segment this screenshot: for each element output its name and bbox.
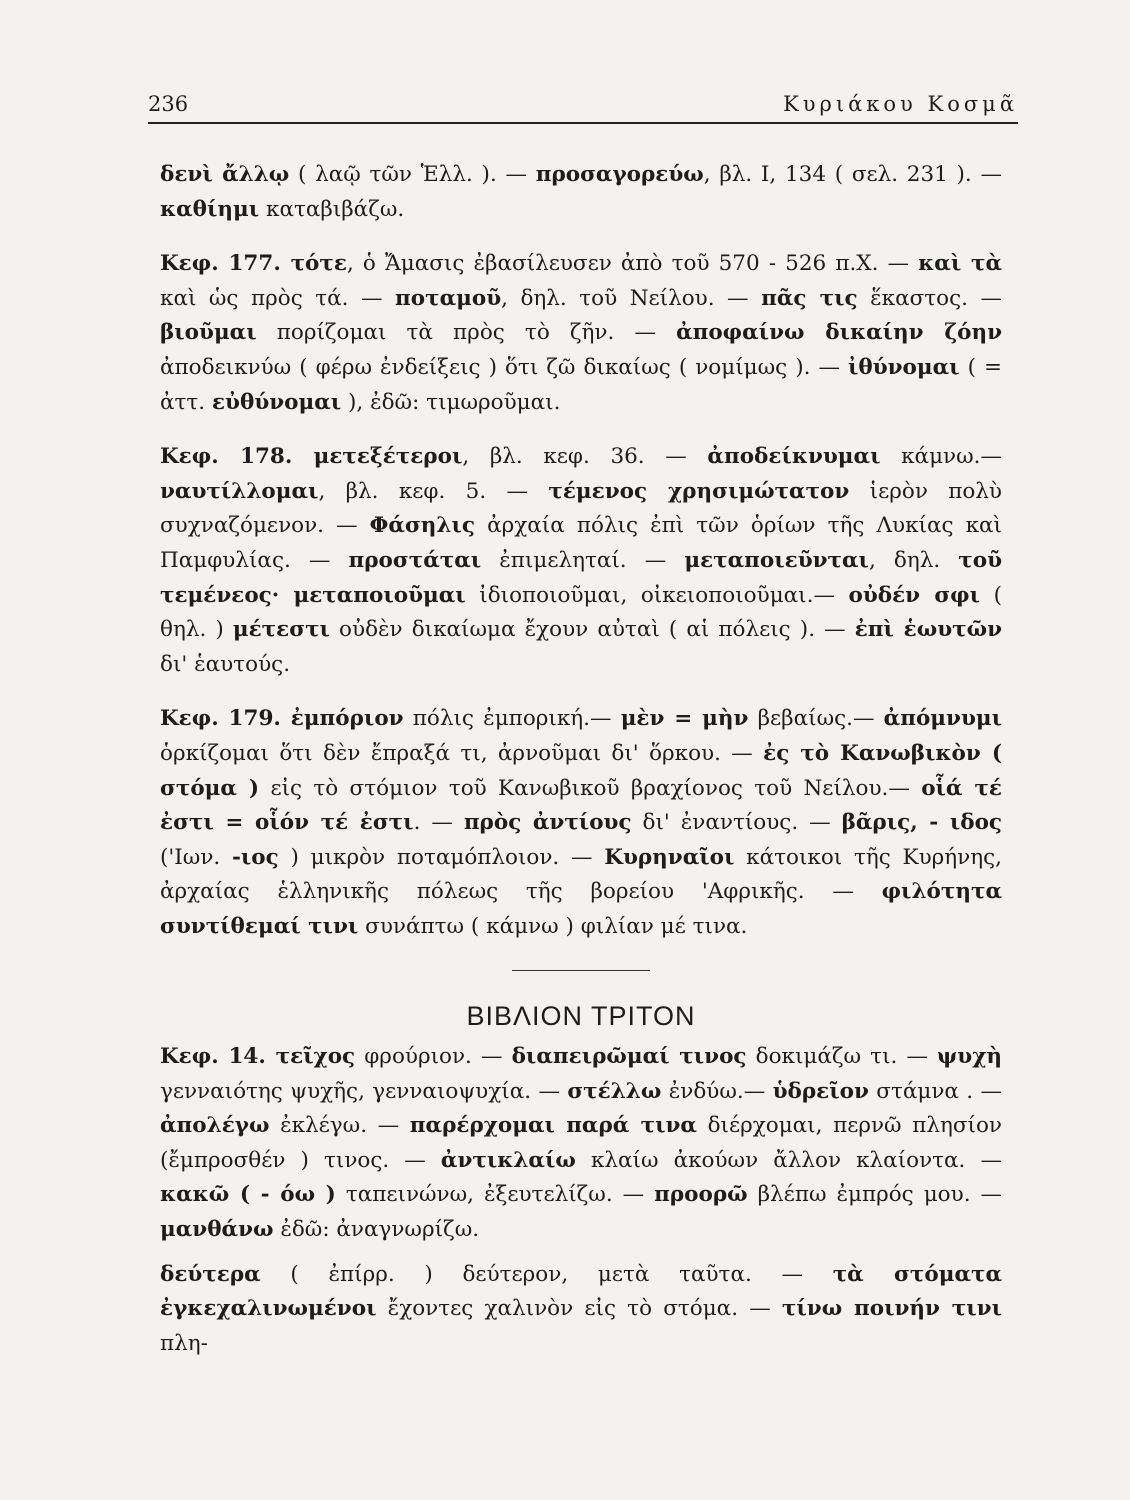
- gloss-text: καταβιβάζω.: [259, 196, 405, 222]
- headword: πρὸς ἀντίους: [463, 810, 632, 836]
- gloss-text: ἐκλέγω. —: [269, 1113, 410, 1139]
- gloss-text: δι' ἐναντίους. —: [631, 810, 842, 836]
- gloss-text: ('Ιων.: [160, 844, 232, 870]
- headword: Κεφ. 14. τεῖχος: [160, 1044, 356, 1070]
- headword: ἰθύνομαι: [847, 354, 960, 380]
- gloss-text: ἀποδεικνύω ( φέρω ἐνδείξεις ) ὅτι ζῶ δικαίως ( νομίμως ). —: [160, 354, 848, 380]
- book-heading: ΒΙΒΛΙΟΝ ΤΡΙΤΟΝ: [466, 1001, 696, 1032]
- headword: προορῶ: [654, 1182, 748, 1208]
- headword: Φάσηλις: [369, 513, 475, 539]
- entry-paragraph: [160, 1258, 1002, 1362]
- headword: ἀποδείκνυμαι: [707, 444, 881, 470]
- entry-paragraph: [160, 702, 1002, 944]
- headword: ἐς τὸ Κανωβικὸν ( στόμα ): [160, 740, 1002, 801]
- gloss-text: ἰδιοποιοῦμαι, οἰκειοποιοῦμαι.—: [465, 582, 849, 608]
- gloss-text: ἱερὸν πολὺ συχναζόμενον. —: [160, 478, 1003, 539]
- headword: ἐπὶ ἑωυτῶν: [854, 617, 1002, 643]
- page-body: [160, 158, 1002, 1361]
- page-number: 236: [148, 92, 189, 116]
- gloss-text: στάμνα . —: [868, 1078, 1003, 1104]
- headword: ἀπολέγω: [160, 1113, 270, 1139]
- gloss-text: κάτοικοι τῆς Κυρήνης, ἀρχαίας ἑλληνικῆς πόλεως τῆς βορείου 'Αφρικῆς. —: [160, 844, 1003, 905]
- headword: προσαγορεύω: [535, 162, 704, 187]
- headword: διαπειρῶμαί τινος: [511, 1044, 747, 1070]
- gloss-text: , ὁ Ἄμασις ἐβασίλευσεν ἀπὸ τοῦ 570 - 526 π.Χ. —: [346, 251, 919, 277]
- gloss-text: ἕκαστος. —: [857, 285, 1002, 311]
- headword: εὐθύνομαι: [211, 389, 342, 415]
- gloss-text: δοκιμάζω τι. —: [746, 1044, 938, 1070]
- gloss-text: πορίζομαι τὰ πρὸς τὸ ζῆν. —: [256, 320, 677, 346]
- headword: πᾶς τις: [761, 285, 858, 311]
- headword: κακῶ ( - όω ): [160, 1182, 336, 1208]
- headword: Κεφ. 179. ἐμπόριον: [160, 706, 404, 732]
- gloss-text: ὁρκίζομαι ὅτι δὲν ἔπραξά τι, ἀρνοῦμαι δι' ὅρκου. —: [160, 740, 764, 766]
- header-rule: [148, 122, 1018, 124]
- headword: ἀπόμνυμι: [883, 706, 1003, 732]
- gloss-text: , βλ. Ι, 134 ( σελ. 231 ). —: [703, 162, 1002, 187]
- gloss-text: , δηλ.: [868, 547, 959, 573]
- headword: ὑδρεῖον: [772, 1078, 869, 1104]
- headword: καθίημι: [160, 196, 260, 222]
- headword: δεύτερα: [160, 1261, 261, 1287]
- gloss-text: διέρχομαι, περνῶ πλησίον (ἔμπροσθέν ) τινος. —: [160, 1113, 1002, 1173]
- gloss-text: , δηλ. τοῦ Νείλου. —: [501, 285, 762, 311]
- headword: ἀντικλαίω: [440, 1147, 576, 1173]
- gloss-text: βεβαίως.—: [748, 706, 884, 732]
- headword: ἀποφαίνω δικαίην ζόην: [676, 320, 1002, 346]
- gloss-text: καὶ ὡς πρὸς τά. —: [160, 285, 396, 311]
- running-title: Κυριάκου Κοσμᾶ: [783, 92, 1018, 116]
- headword: Κεφ. 178. μετεξέτεροι: [160, 444, 463, 470]
- page-header: [148, 92, 1018, 132]
- gloss-text: ( λαῷ τῶν Ἑλλ. ). —: [289, 162, 536, 187]
- headword: τοῦ τεμένεος· μεταποιοῦμαι: [160, 547, 1002, 608]
- gloss-text: ἐδῶ: ἀναγνωρίζω.: [273, 1217, 480, 1243]
- gloss-text: , βλ. κεφ. 36. —: [462, 444, 708, 470]
- gloss-text: ( = ἀττ.: [160, 354, 1002, 415]
- entry-paragraph: [160, 158, 1002, 227]
- headword: μὲν = μὴν: [620, 706, 749, 732]
- gloss-text: δι' ἑαυτούς.: [160, 651, 291, 677]
- headword: μανθάνω: [160, 1217, 274, 1243]
- gloss-text: . —: [413, 810, 464, 836]
- gloss-text: φρούριον. —: [355, 1044, 512, 1070]
- gloss-text: εἰς τὸ στόμιον τοῦ Κανωβικοῦ βραχίονος τοῦ Νείλου.—: [259, 775, 922, 801]
- gloss-text: κάμνω.—: [880, 444, 1002, 470]
- headword: προστάται: [348, 547, 482, 573]
- headword: καὶ τὰ: [918, 251, 1002, 277]
- headword: μεταποιεῦνται: [684, 547, 869, 573]
- entry-paragraph: [160, 440, 1002, 682]
- gloss-text: πόλις ἐμπορική.—: [403, 706, 621, 732]
- headword: ποταμοῦ: [395, 285, 502, 311]
- gloss-text: ( θηλ. ): [160, 582, 1002, 643]
- headword: οὐδέν σφι: [848, 582, 981, 608]
- gloss-text: ταπεινώνω, ἐξευτελίζω. —: [335, 1182, 655, 1208]
- gloss-text: ἐνδύω.—: [661, 1078, 773, 1104]
- headword: φιλότητα συντίθεμαί τινι: [160, 879, 1002, 939]
- gloss-text: ἀρχαία πόλις ἐπὶ τῶν ὁρίων τῆς Λυκίας καὶ Παμφυλίας. —: [160, 513, 1002, 573]
- headword: μέτεστι: [232, 617, 330, 643]
- gloss-text: ) μικρὸν ποταμόπλοιον. —: [278, 844, 605, 870]
- headword: -ιος: [231, 844, 279, 870]
- entry-paragraph: [160, 247, 1002, 420]
- gloss-text: συνάπτω ( κάμνω ) φιλίαν μέ τινα.: [358, 913, 748, 939]
- section-divider: [512, 970, 650, 971]
- headword: παρέρχομαι παρά τινα: [409, 1113, 697, 1139]
- headword: τὰ στόματα ἐγκεχαλινωμένοι: [160, 1261, 1002, 1322]
- gloss-text: ἔχοντες χαλινὸν εἰς τὸ στόμα. —: [376, 1296, 782, 1322]
- gloss-text: πλη-: [160, 1330, 208, 1356]
- headword: στέλλω: [567, 1078, 662, 1104]
- gloss-text: ( ἐπίρρ. ) δεύτερον, μετὰ ταῦτα. —: [260, 1261, 833, 1287]
- headword: τέμενος χρησιμώτατον: [548, 478, 850, 504]
- entry-paragraph: [160, 1040, 1002, 1248]
- headword: Κυρηναῖοι: [604, 844, 735, 870]
- gloss-text: βλέπω ἐμπρός μου. —: [747, 1182, 1003, 1208]
- headword: οἷά τέ ἐστι = οἷόν τέ ἐστι: [160, 775, 1002, 836]
- gloss-text: ἐπιμεληταί. —: [481, 547, 685, 573]
- headword: βιοῦμαι: [160, 320, 257, 346]
- gloss-text: κλαίω ἀκούων ἄλλον κλαίοντα. —: [575, 1147, 1002, 1173]
- headword: τίνω ποινήν τινι: [781, 1296, 1002, 1322]
- headword: ψυχὴ: [937, 1044, 1002, 1070]
- headword: δενὶ ἄλλῳ: [160, 162, 290, 187]
- headword: ναυτίλλομαι: [160, 478, 319, 504]
- headword: βᾶρις, - ιδος: [841, 810, 1003, 836]
- gloss-text: γενναιότης ψυχῆς, γενναιοψυχία. —: [160, 1078, 568, 1104]
- gloss-text: ), ἐδῶ: τιμωροῦμαι.: [341, 389, 561, 415]
- gloss-text: οὐδὲν δικαίωμα ἔχουν αὐταὶ ( αἱ πόλεις ). —: [329, 617, 855, 643]
- headword: Κεφ. 177. τότε: [160, 251, 347, 277]
- gloss-text: , βλ. κεφ. 5. —: [318, 478, 549, 504]
